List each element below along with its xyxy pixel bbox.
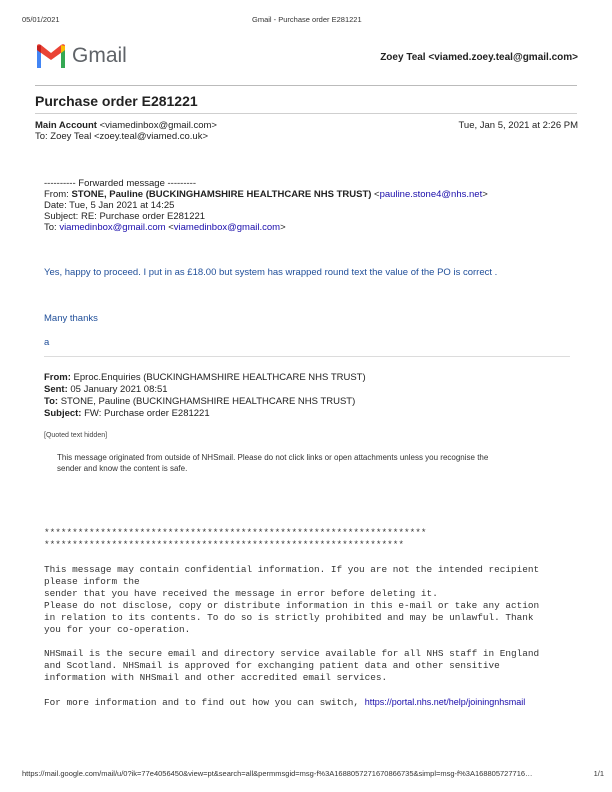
original-to (44, 396, 355, 408)
disclaimer-p1-line-3: sender that you have received the message in error before deleting it. (44, 588, 438, 599)
bracket-close: > (280, 222, 286, 233)
quoted-text-hidden[interactable]: [Quoted text hidden] (44, 432, 108, 439)
original-subject-value: FW: Purchase order E281221 (81, 408, 210, 419)
page-number: 1/1 (593, 769, 604, 778)
disclaimer-stars-1: ******************************************************************** (44, 527, 427, 538)
account-user: Zoey Teal <viamed.zoey.teal@gmail.com> (380, 52, 578, 63)
original-from (44, 372, 366, 384)
original-subject (44, 408, 210, 420)
original-from-value: Eproc.Enquiries (BUCKINGHAMSHIRE HEALTHCARE NHS TRUST) (70, 372, 366, 383)
forward-to (44, 222, 286, 234)
disclaimer-p3 (44, 696, 525, 709)
disclaimer-p1-line-4: Please do not disclose, copy or distribute information in this e-mail or take any action (44, 600, 540, 611)
forward-from-name: STONE, Pauline (BUCKINGHAMSHIRE HEALTHCARE NHS TRUST) (71, 189, 372, 200)
disclaimer-stars-2: **************************************************************** (44, 539, 405, 550)
forward-date: Date: Tue, 5 Jan 2021 at 14:25 (44, 200, 175, 211)
sender-line (35, 120, 217, 131)
original-sent-label: Sent: (44, 384, 68, 395)
disclaimer-p1-line-5: in relation to its contents. To do so is strictly prohibited and may be unlawful. Thank (44, 612, 534, 623)
disclaimer-p2-line-2: and Scotland. NHSmail is approved for exchanging patient data and other sensitive (44, 660, 500, 671)
gmail-logo (35, 44, 67, 73)
original-sent-value: 05 January 2021 08:51 (67, 384, 168, 395)
external-notice-line-2: sender and know the content is safe. (57, 464, 188, 473)
original-from-label: From: (44, 372, 71, 383)
forward-divider: ---------- Forwarded message --------- (44, 178, 196, 189)
gmail-m-icon (35, 44, 67, 68)
sender-name: Main Account (35, 120, 97, 131)
external-notice-line-1: This message originated from outside of NHSmail. Please do not click links or open attachments unless you recognise the (57, 453, 489, 462)
disclaimer-p2-line-3: information with NHSmail and other accredited email services. (44, 672, 388, 683)
bracket-close: > (482, 189, 488, 200)
original-to-label: To: (44, 396, 59, 407)
email-to: To: Zoey Teal <zoey.teal@viamed.co.uk> (35, 131, 208, 142)
reply-thanks: Many thanks (44, 313, 98, 324)
reply-signoff: a (44, 337, 50, 348)
disclaimer-p1-line-2: please inform the (44, 576, 140, 587)
forward-to-label: To: (44, 222, 60, 233)
bracket-open: < (371, 189, 380, 200)
email-subject: Purchase order E281221 (35, 93, 198, 109)
bracket-open: < (165, 222, 174, 233)
sender-address: <viamedinbox@gmail.com> (99, 120, 217, 131)
forward-from-label: From: (44, 189, 72, 200)
footer-url: https://mail.google.com/mail/u/0?ik=77e4056450&view=pt&search=all&permmsgid=msg-f%3A1688057271670866735&simpl=msg-f%3A168805727716… (22, 769, 533, 778)
reply-divider (44, 356, 570, 357)
page-title: Gmail - Purchase order E281221 (252, 15, 362, 24)
disclaimer-p2-line-1: NHSmail is the secure email and directory service available for all NHS staff in England (44, 648, 540, 659)
forward-subject: Subject: RE: Purchase order E281221 (44, 211, 206, 222)
disclaimer-p1-line-6: you for your co-operation. (44, 624, 191, 635)
email-date: Tue, Jan 5, 2021 at 2:26 PM (458, 120, 578, 131)
forward-from-email-link[interactable]: pauline.stone4@nhs.net (379, 189, 483, 200)
forward-to-email-link[interactable]: viamedinbox@gmail.com (59, 222, 166, 233)
disclaimer-p3-text: For more information and to find out how you can switch, (44, 697, 365, 708)
nhsmail-join-link[interactable]: https://portal.nhs.net/help/joiningnhsmail (364, 697, 526, 707)
forward-to-email-link-2[interactable]: viamedinbox@gmail.com (173, 222, 281, 233)
original-subject-label: Subject: (44, 408, 82, 419)
original-to-value: STONE, Pauline (BUCKINGHAMSHIRE HEALTHCARE NHS TRUST) (58, 396, 356, 407)
print-date: 05/01/2021 (22, 15, 60, 24)
subject-divider (35, 113, 577, 114)
original-sent (44, 384, 168, 396)
header-divider (35, 85, 577, 86)
disclaimer-p1-line-1: This message may contain confidential information. If you are not the intended recipient (44, 564, 540, 575)
reply-body: Yes, happy to proceed. I put in as £18.00 but system has wrapped round text the value of the PO is correct . (44, 267, 498, 278)
gmail-wordmark: Gmail (72, 44, 127, 67)
